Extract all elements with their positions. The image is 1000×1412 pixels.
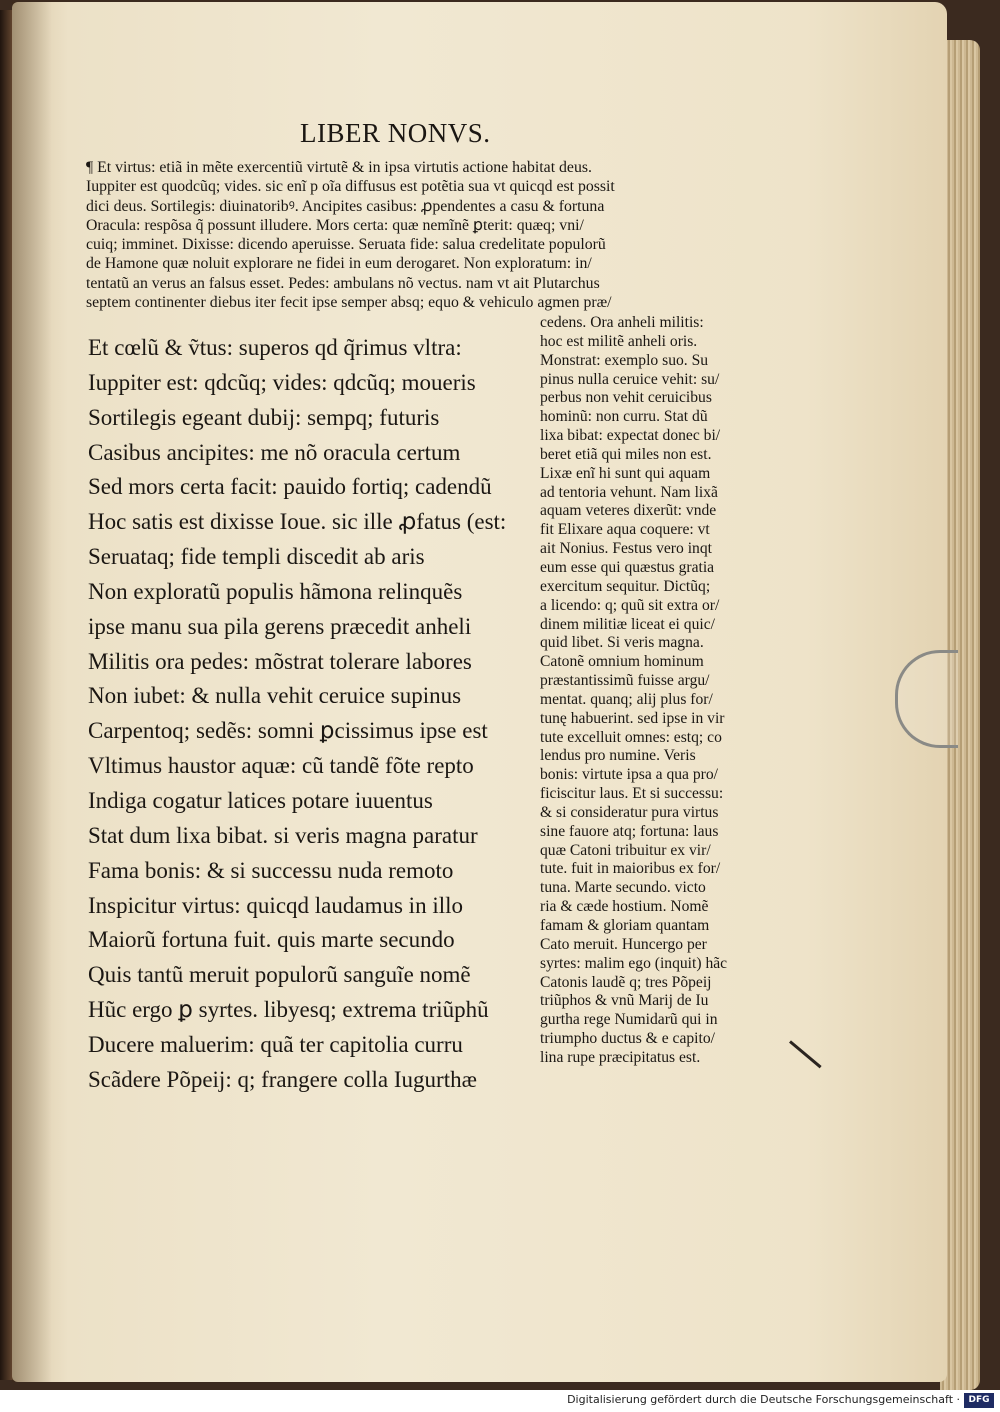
verse-line: Iuppiter est: qdcũq; vides: qdcũq; moueris — [88, 369, 476, 395]
commentary-line: Cato meruit. Huncergo per — [540, 935, 707, 953]
commentary-line: quæ Catoni tribuitur ex vir/ — [540, 841, 711, 859]
commentary-line: tute. fuit in maioribus ex for/ — [540, 860, 721, 878]
commentary-line: Monstrat: exemplo suo. Su — [540, 351, 709, 369]
commentary-line: ad tentoria vehunt. Nam lixã — [540, 483, 718, 501]
commentary-line: lendus pro numine. Veris — [540, 747, 696, 765]
commentary-line: exercitum sequitur. Dictũq; — [540, 577, 711, 595]
commentary-line: cedens. Ora anheli militis: — [540, 314, 704, 331]
commentary-line: lina rupe præcipitatus est. — [540, 1048, 701, 1066]
commentary-line: hominũ: non curru. Stat dũ — [540, 408, 708, 426]
commentary-line: Iuppiter est quodcũq; vides. sic enĩ p oĩa diffusus est potẽtia sua vt quicqd est possit — [86, 178, 615, 196]
commentary-line: tute excelluit omnes: estq; co — [540, 728, 722, 746]
verse-line: Ducere maluerim: quã ter capitolia curru — [88, 1031, 463, 1057]
commentary-line: a licendo: q; quũ sit extra or/ — [540, 596, 720, 614]
verse-block — [88, 331, 528, 1098]
verse-line: Vltimus haustor aquæ: cũ tandẽ fõte repto — [88, 753, 474, 779]
commentary-line: beret etiã qui miles non est. — [540, 445, 712, 463]
verse-line: Militis ora pedes: mõstrat tolerare labores — [88, 648, 472, 674]
commentary-line: famam & gloriam quantam — [540, 917, 710, 934]
verse-line: Non exploratũ populis hãmona relinquẽs — [88, 578, 463, 604]
commentary-line: dici deus. Sortilegis: diuinatoribꝰ. Ancipites casibus: ꝓpendentes a casu & fortuna — [86, 197, 605, 215]
commentary-top-block — [86, 158, 786, 312]
commentary-line: Lixæ enĩ hi sunt qui aquam — [540, 464, 711, 482]
commentary-line: tuna. Marte secundo. victo — [540, 879, 706, 897]
verse-line: Hũc ergo ꝑ syrtes. libyesq; extrema triũphũ — [88, 997, 489, 1023]
commentary-line: Oracula: respõsa q̃ possunt illudere. Mors certa: quæ nemĩnẽ ꝑterit: quæq; vni/ — [86, 216, 584, 234]
verse-line: Inspicitur virtus: quicqd laudamus in illo — [88, 892, 463, 918]
commentary-line: lixa bibat: expectat donec bi/ — [540, 427, 721, 445]
verse-line: Non iubet: & nulla vehit ceruice supinus — [88, 683, 462, 709]
dfg-logo: DFG — [964, 1393, 994, 1408]
commentary-line: de Hamone quæ noluit explorare ne fidei in eum derogaret. Non exploratum: in/ — [86, 255, 592, 273]
verse-line: Quis tantũ meruit populorũ sanguĩe nomẽ — [88, 962, 471, 988]
commentary-line: cuiq; imminet. Dixisse: dicendo aperuisse. Seruata fide: salua credelitate populorũ — [86, 236, 606, 254]
commentary-line: aquam veteres dixerũt: vnde — [540, 502, 717, 520]
funding-credit: Digitalisierung gefördert durch die Deutsche Forschungsgemeinschaft · — [567, 1393, 960, 1406]
commentary-line: præstantissimũ fuisse argu/ — [540, 672, 710, 690]
commentary-line: & si consideratur pura virtus — [540, 803, 719, 821]
commentary-line: ait Nonius. Festus vero inqt — [540, 540, 712, 558]
commentary-line: gurtha rege Numidarũ qui in — [540, 1011, 718, 1029]
commentary-line: septem continenter diebus iter fecit ipse semper absq; equo & vehiculo agmen præ/ — [86, 294, 612, 312]
verse-line: Seruataq; fide templi discedit ab aris — [88, 544, 425, 570]
commentary-line: syrtes: malim ego (inquit) hãc — [540, 954, 728, 972]
commentary-line: triumpho ductus & e capito/ — [540, 1030, 715, 1048]
commentary-line: tentatũ an verus an falsus esset. Pedes: ambulans nõ vectus. nam vt ait Plutarchus — [86, 274, 600, 292]
commentary-line: bonis: virtute ipsa a qua pro/ — [540, 766, 718, 784]
commentary-line: pinus nulla ceruice vehit: su/ — [540, 370, 720, 388]
footer-bar — [0, 1390, 1000, 1412]
verse-line: Sortilegis egeant dubij: sempq; futuris — [88, 404, 440, 430]
commentary-line: mentat. quanq; alij plus for/ — [540, 690, 713, 708]
spine-shadow — [12, 2, 52, 1382]
verse-line: ipse manu sua pila gerens præcedit anheli — [88, 613, 472, 639]
commentary-line: eum esse qui quæstus gratia — [540, 558, 715, 576]
commentary-line: triũphos & vnũ Marij de Iu — [540, 992, 709, 1010]
verse-line: Scãdere Põpeij: q; frangere colla Iugurthæ — [88, 1066, 477, 1092]
verse-line: Maiorũ fortuna fuit. quis marte secundo — [88, 927, 455, 953]
running-head: LIBER NONVS. — [300, 118, 491, 148]
verse-line: Fama bonis: & si successu nuda remoto — [88, 857, 454, 883]
commentary-line: ria & cæde hostium. Nomẽ — [540, 898, 709, 916]
commentary-line: tunę habuerint. sed ipse in vir — [540, 709, 725, 727]
verse-line: Indiga cogatur latices potare iuuentus — [88, 787, 433, 813]
verse-line: Sed mors certa facit: pauido fortiq; cadendũ — [88, 474, 492, 500]
commentary-line: sine fauore atq; fortuna: laus — [540, 822, 719, 840]
verse-line: Et cœlũ & ṽtus: superos qd q̃rimus vltra: — [88, 335, 462, 360]
commentary-line: Catonis laudẽ q; tres Põpeij — [540, 973, 712, 991]
commentary-line: ¶ Et virtus: etiã in mẽte exercentiũ virtutẽ & in ipsa virtutis actione habitat deus. — [86, 159, 592, 176]
commentary-line: quid libet. Si veris magna. — [540, 634, 704, 652]
commentary-line: Catonẽ omnium hominum — [540, 653, 704, 671]
commentary-line: perbus non vehit ceruicibus — [540, 389, 712, 407]
verse-line: Hoc satis est dixisse Ioue. sic ille ꝓfatus (est: — [88, 509, 507, 535]
verse-line: Carpentoq; sedẽs: somni ꝑcissimus ipse est — [88, 718, 488, 744]
commentary-line: ficiscitur laus. Et si successu: — [540, 785, 724, 803]
commentary-line: fit Elixare aqua coquere: vt — [540, 521, 710, 539]
commentary-line: dinem militiæ liceat ei quic/ — [540, 615, 715, 633]
verse-line: Stat dum lixa bibat. si veris magna paratur — [88, 822, 478, 848]
commentary-line: hoc est militẽ anheli oris. — [540, 332, 698, 350]
commentary-right-block — [540, 314, 790, 1068]
verse-line: Casibus ancipites: me nõ oracula certum — [88, 439, 461, 465]
